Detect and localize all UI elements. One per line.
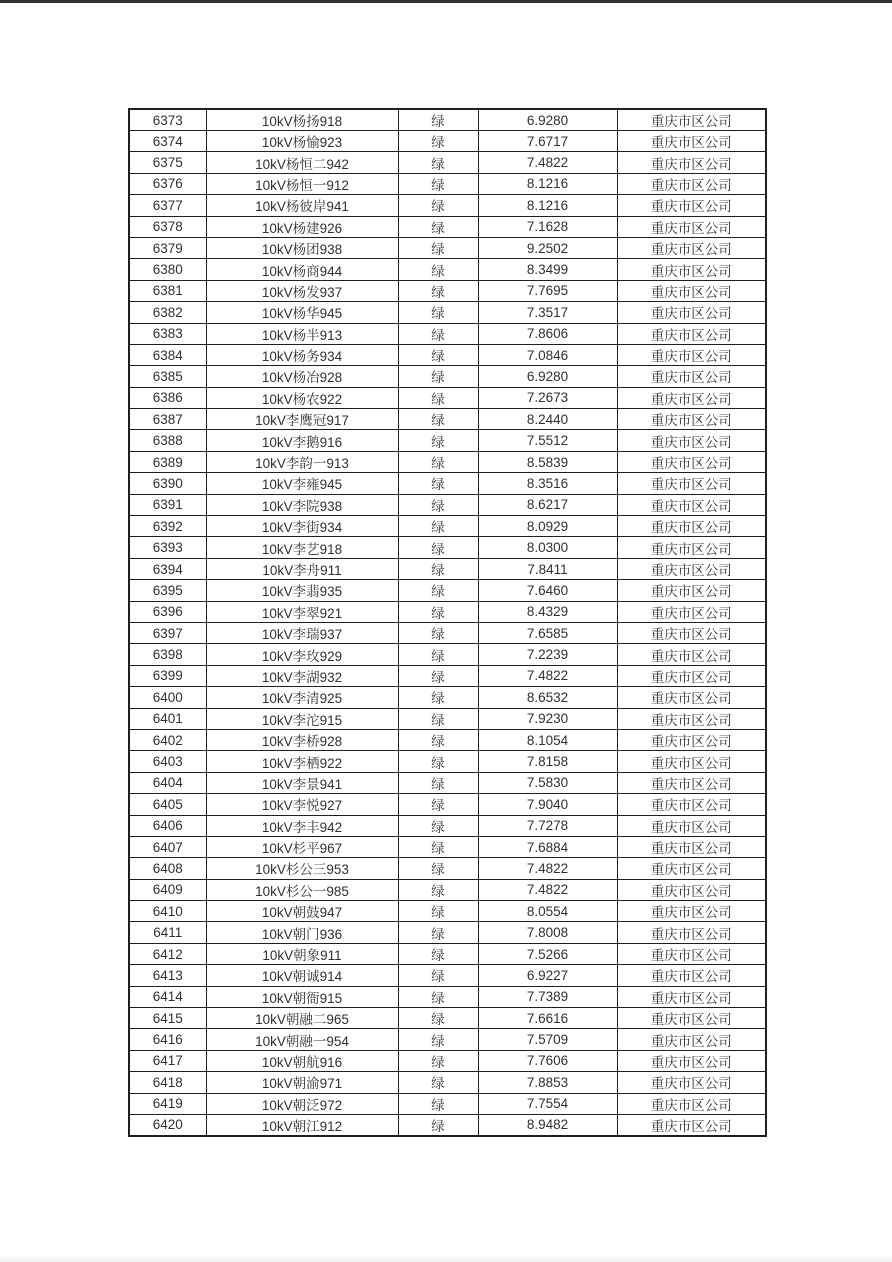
company-cell: 重庆市区公司 [617,1072,766,1093]
company-cell: 重庆市区公司 [617,216,766,237]
feeder-name-cell: 10kV李翡935 [206,580,398,601]
serial-cell: 6374 [129,131,206,152]
status-cell: 绿 [398,537,478,558]
status-cell: 绿 [398,622,478,643]
serial-cell: 6396 [129,601,206,622]
status-cell: 绿 [398,751,478,772]
company-cell: 重庆市区公司 [617,1029,766,1050]
feeder-name-cell: 10kV朝渝971 [206,1072,398,1093]
value-cell: 8.0929 [478,516,617,537]
serial-cell: 6377 [129,195,206,216]
company-cell: 重庆市区公司 [617,580,766,601]
serial-cell: 6378 [129,216,206,237]
feeder-name-cell: 10kV李鹰冠917 [206,409,398,430]
serial-cell: 6400 [129,687,206,708]
serial-cell: 6373 [129,109,206,131]
feeder-name-cell: 10kV朝泛972 [206,1093,398,1114]
serial-cell: 6379 [129,237,206,258]
value-cell: 8.3499 [478,259,617,280]
company-cell: 重庆市区公司 [617,344,766,365]
table-row [129,516,766,537]
feeder-name-cell: 10kV李栖922 [206,751,398,772]
status-cell: 绿 [398,558,478,579]
status-cell: 绿 [398,943,478,964]
table-row [129,965,766,986]
value-cell: 7.6616 [478,1008,617,1029]
feeder-name-cell: 10kV李院938 [206,494,398,515]
company-cell: 重庆市区公司 [617,815,766,836]
company-cell: 重庆市区公司 [617,173,766,194]
value-cell: 7.9040 [478,794,617,815]
status-cell: 绿 [398,409,478,430]
value-cell: 8.0300 [478,537,617,558]
feeder-name-cell: 10kV李丰942 [206,815,398,836]
status-cell: 绿 [398,494,478,515]
feeder-name-cell: 10kV杨彼岸941 [206,195,398,216]
table-row [129,708,766,729]
value-cell: 7.6460 [478,580,617,601]
status-cell: 绿 [398,1114,478,1136]
serial-cell: 6389 [129,451,206,472]
status-cell: 绿 [398,216,478,237]
status-cell: 绿 [398,729,478,750]
serial-cell: 6409 [129,879,206,900]
status-cell: 绿 [398,986,478,1007]
status-cell: 绿 [398,473,478,494]
status-cell: 绿 [398,708,478,729]
status-cell: 绿 [398,366,478,387]
serial-cell: 6381 [129,280,206,301]
feeder-name-cell: 10kV朝融一954 [206,1029,398,1050]
feeder-name-cell: 10kV李玫929 [206,644,398,665]
status-cell: 绿 [398,879,478,900]
feeder-name-cell: 10kV杨商944 [206,259,398,280]
company-cell: 重庆市区公司 [617,473,766,494]
serial-cell: 6408 [129,858,206,879]
status-cell: 绿 [398,858,478,879]
serial-cell: 6390 [129,473,206,494]
value-cell: 8.5839 [478,451,617,472]
serial-cell: 6411 [129,922,206,943]
serial-cell: 6405 [129,794,206,815]
table-row [129,836,766,857]
company-cell: 重庆市区公司 [617,687,766,708]
feeder-name-cell: 10kV李鹅916 [206,430,398,451]
company-cell: 重庆市区公司 [617,922,766,943]
status-cell: 绿 [398,1072,478,1093]
table-row [129,131,766,152]
value-cell: 7.6585 [478,622,617,643]
table-row [129,558,766,579]
feeder-name-cell: 10kV杨农922 [206,387,398,408]
value-cell: 7.8606 [478,323,617,344]
serial-cell: 6388 [129,430,206,451]
company-cell: 重庆市区公司 [617,1008,766,1029]
serial-cell: 6420 [129,1114,206,1136]
company-cell: 重庆市区公司 [617,708,766,729]
company-cell: 重庆市区公司 [617,772,766,793]
feeder-name-cell: 10kV杉公三953 [206,858,398,879]
table-row [129,366,766,387]
table-row [129,344,766,365]
serial-cell: 6401 [129,708,206,729]
status-cell: 绿 [398,1008,478,1029]
value-cell: 7.0846 [478,344,617,365]
feeder-table-body [129,109,766,1136]
value-cell: 7.2673 [478,387,617,408]
feeder-name-cell: 10kV李桥928 [206,729,398,750]
feeder-name-cell: 10kV李翠921 [206,601,398,622]
status-cell: 绿 [398,323,478,344]
table-row [129,729,766,750]
table-row [129,109,766,131]
table-row [129,387,766,408]
company-cell: 重庆市区公司 [617,879,766,900]
feeder-name-cell: 10kV杨恒一912 [206,173,398,194]
value-cell: 8.6532 [478,687,617,708]
table-row [129,302,766,323]
company-cell: 重庆市区公司 [617,195,766,216]
value-cell: 7.5830 [478,772,617,793]
status-cell: 绿 [398,280,478,301]
table-row [129,1050,766,1071]
feeder-name-cell: 10kV杨恒二942 [206,152,398,173]
value-cell: 7.8411 [478,558,617,579]
status-cell: 绿 [398,836,478,857]
value-cell: 7.7695 [478,280,617,301]
table-row [129,1029,766,1050]
value-cell: 8.1216 [478,195,617,216]
company-cell: 重庆市区公司 [617,794,766,815]
table-row [129,259,766,280]
feeder-name-cell: 10kV杨扬918 [206,109,398,131]
company-cell: 重庆市区公司 [617,1050,766,1071]
company-cell: 重庆市区公司 [617,558,766,579]
serial-cell: 6376 [129,173,206,194]
table-row [129,922,766,943]
table-row [129,323,766,344]
value-cell: 8.1054 [478,729,617,750]
company-cell: 重庆市区公司 [617,366,766,387]
company-cell: 重庆市区公司 [617,1114,766,1136]
feeder-name-cell: 10kV李韵一913 [206,451,398,472]
status-cell: 绿 [398,302,478,323]
table-row [129,901,766,922]
status-cell: 绿 [398,195,478,216]
table-row [129,879,766,900]
feeder-name-cell: 10kV杉公一985 [206,879,398,900]
table-row [129,494,766,515]
feeder-name-cell: 10kV杨冶928 [206,366,398,387]
table-row [129,195,766,216]
feeder-name-cell: 10kV朝融二965 [206,1008,398,1029]
value-cell: 7.8008 [478,922,617,943]
feeder-name-cell: 10kV李舟911 [206,558,398,579]
value-cell: 8.3516 [478,473,617,494]
value-cell: 7.2239 [478,644,617,665]
value-cell: 8.9482 [478,1114,617,1136]
company-cell: 重庆市区公司 [617,152,766,173]
serial-cell: 6415 [129,1008,206,1029]
serial-cell: 6392 [129,516,206,537]
serial-cell: 6416 [129,1029,206,1050]
company-cell: 重庆市区公司 [617,986,766,1007]
feeder-name-cell: 10kV朝象911 [206,943,398,964]
feeder-name-cell: 10kV朝航916 [206,1050,398,1071]
company-cell: 重庆市区公司 [617,965,766,986]
table-row [129,751,766,772]
company-cell: 重庆市区公司 [617,516,766,537]
company-cell: 重庆市区公司 [617,237,766,258]
serial-cell: 6384 [129,344,206,365]
feeder-name-cell: 10kV李沱915 [206,708,398,729]
table-row [129,580,766,601]
value-cell: 8.2440 [478,409,617,430]
serial-cell: 6402 [129,729,206,750]
value-cell: 7.4822 [478,152,617,173]
company-cell: 重庆市区公司 [617,131,766,152]
company-cell: 重庆市区公司 [617,858,766,879]
value-cell: 7.7554 [478,1093,617,1114]
feeder-name-cell: 10kV李景941 [206,772,398,793]
company-cell: 重庆市区公司 [617,537,766,558]
table-row [129,687,766,708]
serial-cell: 6403 [129,751,206,772]
table-row [129,815,766,836]
status-cell: 绿 [398,516,478,537]
serial-cell: 6404 [129,772,206,793]
table-row [129,409,766,430]
status-cell: 绿 [398,644,478,665]
serial-cell: 6380 [129,259,206,280]
table-row [129,152,766,173]
company-cell: 重庆市区公司 [617,836,766,857]
value-cell: 7.4822 [478,665,617,686]
table-row [129,1093,766,1114]
table-row [129,1114,766,1136]
value-cell: 6.9280 [478,366,617,387]
status-cell: 绿 [398,1029,478,1050]
feeder-name-cell: 10kV杉平967 [206,836,398,857]
company-cell: 重庆市区公司 [617,601,766,622]
status-cell: 绿 [398,901,478,922]
table-row [129,216,766,237]
table-row [129,601,766,622]
table-row [129,1072,766,1093]
feeder-name-cell: 10kV杨发937 [206,280,398,301]
value-cell: 7.3517 [478,302,617,323]
value-cell: 7.1628 [478,216,617,237]
serial-cell: 6399 [129,665,206,686]
serial-cell: 6414 [129,986,206,1007]
company-cell: 重庆市区公司 [617,622,766,643]
value-cell: 7.6717 [478,131,617,152]
value-cell: 7.6884 [478,836,617,857]
status-cell: 绿 [398,580,478,601]
table-row [129,430,766,451]
status-cell: 绿 [398,109,478,131]
serial-cell: 6391 [129,494,206,515]
company-cell: 重庆市区公司 [617,280,766,301]
table-row [129,943,766,964]
serial-cell: 6393 [129,537,206,558]
feeder-name-cell: 10kV杨团938 [206,237,398,258]
company-cell: 重庆市区公司 [617,259,766,280]
feeder-name-cell: 10kV朝门936 [206,922,398,943]
table-row [129,173,766,194]
company-cell: 重庆市区公司 [617,387,766,408]
table-row [129,772,766,793]
company-cell: 重庆市区公司 [617,323,766,344]
serial-cell: 6386 [129,387,206,408]
company-cell: 重庆市区公司 [617,901,766,922]
feeder-name-cell: 10kV李瑞937 [206,622,398,643]
table-row [129,858,766,879]
feeder-name-cell: 10kV朝江912 [206,1114,398,1136]
page-top-edge [0,0,892,3]
value-cell: 7.8158 [478,751,617,772]
status-cell: 绿 [398,815,478,836]
feeder-name-cell: 10kV李艺918 [206,537,398,558]
serial-cell: 6418 [129,1072,206,1093]
value-cell: 7.5512 [478,430,617,451]
company-cell: 重庆市区公司 [617,644,766,665]
value-cell: 7.7278 [478,815,617,836]
value-cell: 8.4329 [478,601,617,622]
status-cell: 绿 [398,1093,478,1114]
company-cell: 重庆市区公司 [617,109,766,131]
value-cell: 6.9227 [478,965,617,986]
feeder-name-cell: 10kV李清925 [206,687,398,708]
value-cell: 7.5266 [478,943,617,964]
serial-cell: 6385 [129,366,206,387]
serial-cell: 6417 [129,1050,206,1071]
company-cell: 重庆市区公司 [617,729,766,750]
status-cell: 绿 [398,152,478,173]
value-cell: 6.9280 [478,109,617,131]
status-cell: 绿 [398,387,478,408]
value-cell: 8.0554 [478,901,617,922]
status-cell: 绿 [398,430,478,451]
feeder-table [128,108,767,1137]
status-cell: 绿 [398,965,478,986]
table-row [129,1008,766,1029]
status-cell: 绿 [398,451,478,472]
company-cell: 重庆市区公司 [617,494,766,515]
feeder-name-cell: 10kV朝衙915 [206,986,398,1007]
serial-cell: 6412 [129,943,206,964]
serial-cell: 6398 [129,644,206,665]
status-cell: 绿 [398,687,478,708]
serial-cell: 6387 [129,409,206,430]
value-cell: 8.6217 [478,494,617,515]
table-row [129,665,766,686]
status-cell: 绿 [398,772,478,793]
feeder-name-cell: 10kV杨愉923 [206,131,398,152]
table-row [129,537,766,558]
serial-cell: 6407 [129,836,206,857]
feeder-name-cell: 10kV杨华945 [206,302,398,323]
value-cell: 7.5709 [478,1029,617,1050]
table-row [129,237,766,258]
serial-cell: 6419 [129,1093,206,1114]
value-cell: 9.2502 [478,237,617,258]
serial-cell: 6375 [129,152,206,173]
status-cell: 绿 [398,237,478,258]
table-row [129,644,766,665]
value-cell: 7.4822 [478,879,617,900]
company-cell: 重庆市区公司 [617,302,766,323]
feeder-name-cell: 10kV李湖932 [206,665,398,686]
feeder-name-cell: 10kV李街934 [206,516,398,537]
status-cell: 绿 [398,131,478,152]
company-cell: 重庆市区公司 [617,1093,766,1114]
value-cell: 7.7606 [478,1050,617,1071]
table-row [129,473,766,494]
table-row [129,794,766,815]
status-cell: 绿 [398,794,478,815]
serial-cell: 6382 [129,302,206,323]
company-cell: 重庆市区公司 [617,451,766,472]
feeder-name-cell: 10kV朝诚914 [206,965,398,986]
status-cell: 绿 [398,173,478,194]
feeder-name-cell: 10kV李雍945 [206,473,398,494]
status-cell: 绿 [398,665,478,686]
page-bottom-edge [0,1254,892,1262]
status-cell: 绿 [398,601,478,622]
table-row [129,622,766,643]
serial-cell: 6397 [129,622,206,643]
feeder-name-cell: 10kV杨半913 [206,323,398,344]
company-cell: 重庆市区公司 [617,430,766,451]
serial-cell: 6394 [129,558,206,579]
serial-cell: 6413 [129,965,206,986]
status-cell: 绿 [398,922,478,943]
serial-cell: 6410 [129,901,206,922]
table-row [129,451,766,472]
serial-cell: 6406 [129,815,206,836]
status-cell: 绿 [398,259,478,280]
feeder-name-cell: 10kV杨务934 [206,344,398,365]
feeder-name-cell: 10kV李悦927 [206,794,398,815]
feeder-name-cell: 10kV朝鼓947 [206,901,398,922]
company-cell: 重庆市区公司 [617,665,766,686]
value-cell: 8.1216 [478,173,617,194]
company-cell: 重庆市区公司 [617,943,766,964]
table-row [129,986,766,1007]
status-cell: 绿 [398,344,478,365]
status-cell: 绿 [398,1050,478,1071]
value-cell: 7.4822 [478,858,617,879]
table-row [129,280,766,301]
value-cell: 7.7389 [478,986,617,1007]
serial-cell: 6383 [129,323,206,344]
feeder-name-cell: 10kV杨建926 [206,216,398,237]
company-cell: 重庆市区公司 [617,409,766,430]
company-cell: 重庆市区公司 [617,751,766,772]
value-cell: 7.8853 [478,1072,617,1093]
value-cell: 7.9230 [478,708,617,729]
serial-cell: 6395 [129,580,206,601]
